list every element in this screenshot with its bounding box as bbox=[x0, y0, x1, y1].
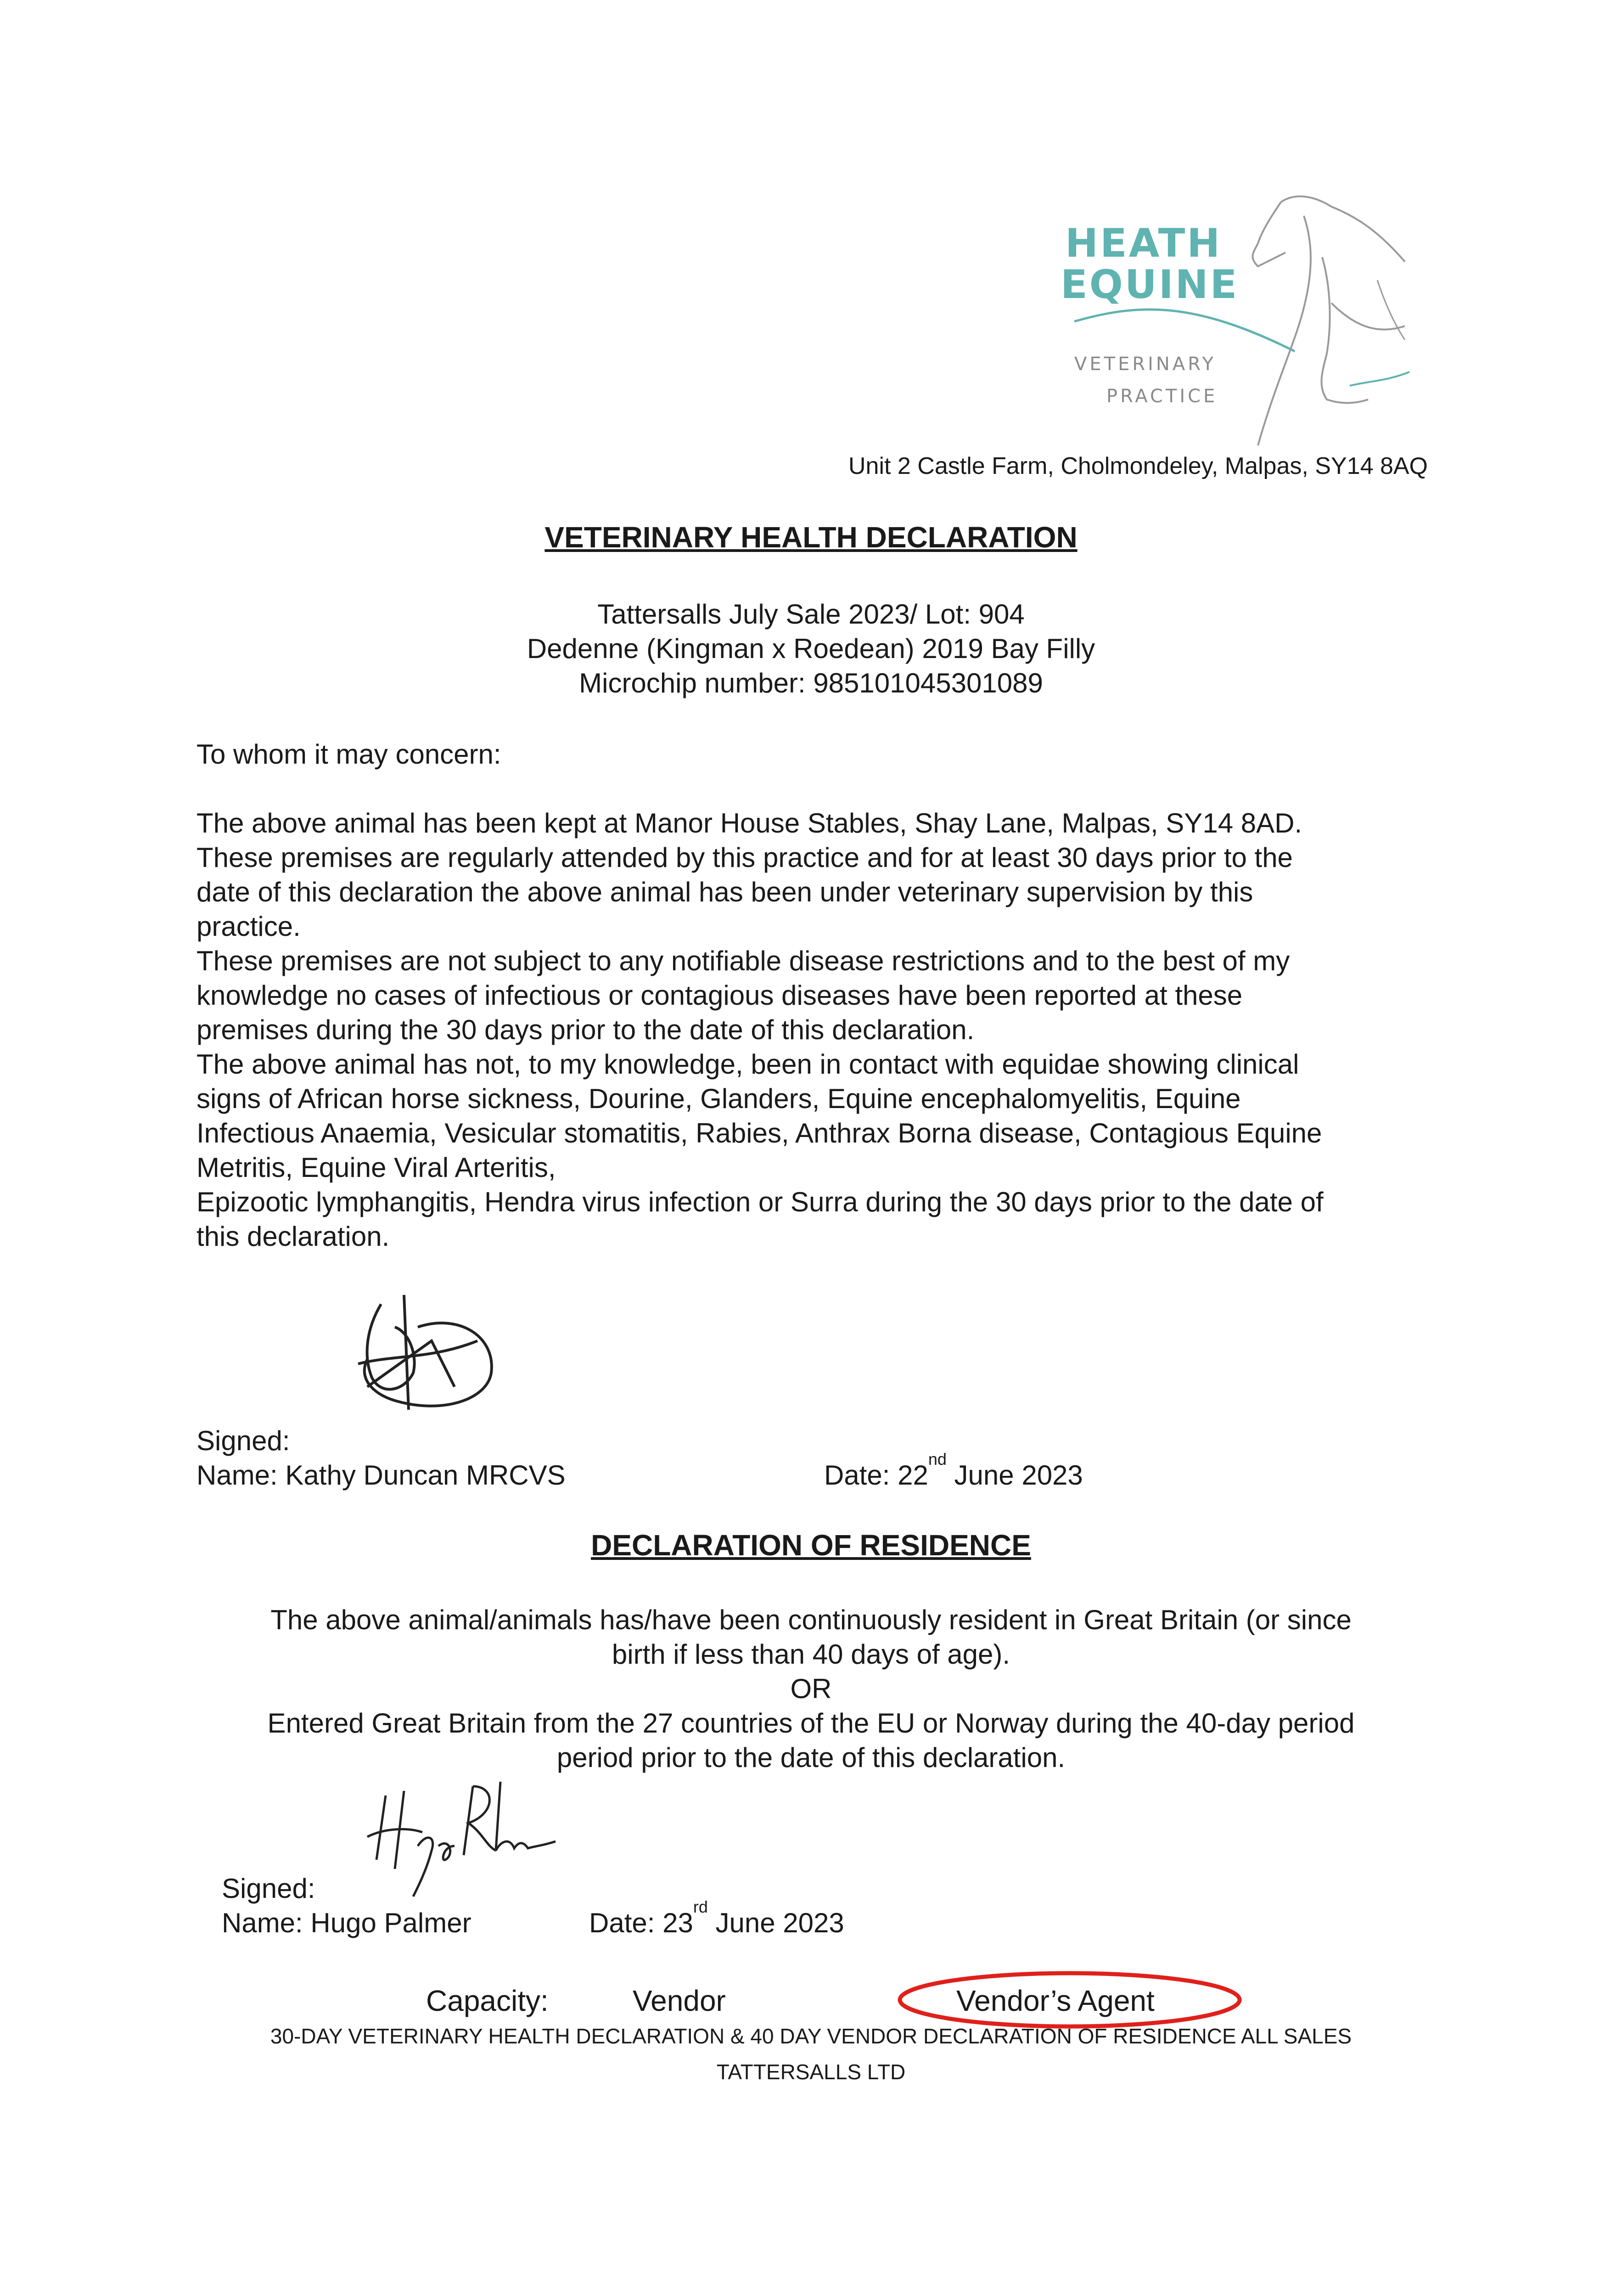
residence-line: period prior to the date of this declaration. bbox=[556, 1742, 1066, 1773]
trainer-name: Name: Hugo Palmer bbox=[222, 1908, 471, 1938]
residence-line: Entered Great Britain from the 27 countries of the EU or Norway during the 40-day period bbox=[267, 1708, 1355, 1739]
residence-line: birth if less than 40 days of age). bbox=[612, 1639, 1010, 1670]
logo-line-4: PRACTICE bbox=[1106, 386, 1218, 407]
body-line: date of this declaration the above animal has been under veterinary supervision by this bbox=[196, 877, 1253, 907]
body-line: practice. bbox=[196, 911, 301, 942]
horse-info bbox=[0, 597, 1622, 700]
practice-logo bbox=[1056, 188, 1423, 455]
trainer-signed-label: Signed: bbox=[222, 1873, 315, 1904]
capacity-option-vendor: Vendor bbox=[633, 1984, 726, 2017]
logo-line-2: EQUINE bbox=[1061, 262, 1239, 308]
vet-date: Date: 22nd June 2023 bbox=[824, 1450, 1083, 1491]
body-line: signs of African horse sickness, Dourine, Glanders, Equine encephalomyelitis, Equine bbox=[196, 1083, 1241, 1114]
footer bbox=[0, 2018, 1622, 2090]
practice-address: Unit 2 Castle Farm, Cholmondeley, Malpas, SY14 8AQ bbox=[848, 453, 1428, 479]
trainer-signature bbox=[358, 1777, 560, 1906]
body-line: Epizootic lymphangitis, Hendra virus infection or Surra during the 30 days prior to the date of bbox=[196, 1187, 1324, 1217]
vet-name: Name: Kathy Duncan MRCVS bbox=[196, 1460, 566, 1491]
salutation: To whom it may concern: bbox=[196, 739, 501, 770]
sale-lot-line: Tattersalls July Sale 2023/ Lot: 904 bbox=[597, 599, 1025, 630]
logo-line-1: HEATH bbox=[1065, 220, 1222, 266]
capacity-option-vendors-agent: Vendor’s Agent bbox=[956, 1984, 1155, 2017]
vet-signature bbox=[340, 1286, 514, 1424]
body-line: premises during the 30 days prior to the date of this declaration. bbox=[196, 1014, 975, 1045]
body-line: Metritis, Equine Viral Arteritis, bbox=[196, 1152, 556, 1183]
residence-line: OR bbox=[790, 1673, 832, 1704]
body-line: this declaration. bbox=[196, 1221, 390, 1252]
logo-line-3: VETERINARY bbox=[1074, 354, 1216, 375]
body-line: The above animal has been kept at Manor House Stables, Shay Lane, Malpas, SY14 8AD. bbox=[196, 808, 1302, 838]
footer-line-2: TATTERSALLS LTD bbox=[716, 2060, 906, 2084]
residence-declaration-title: DECLARATION OF RESIDENCE bbox=[591, 1529, 1031, 1562]
body-line: Infectious Anaemia, Vesicular stomatitis, Rabies, Anthrax Borna disease, Contagious Equine bbox=[196, 1118, 1322, 1148]
capacity-label: Capacity: bbox=[426, 1984, 549, 2017]
microchip-line: Microchip number: 985101045301089 bbox=[579, 668, 1043, 698]
horse-identity-line: Dedenne (Kingman x Roedean) 2019 Bay Filly bbox=[527, 633, 1095, 664]
body-line: The above animal has not, to my knowledge, been in contact with equidae showing clinical bbox=[196, 1049, 1299, 1080]
body-line: These premises are regularly attended by this practice and for at least 30 days prior to the bbox=[196, 842, 1293, 873]
trainer-date: Date: 23rd June 2023 bbox=[589, 1897, 844, 1938]
footer-line-1: 30-DAY VETERINARY HEALTH DECLARATION & 40 DAY VENDOR DECLARATION OF RESIDENCE ALL SALES bbox=[270, 2024, 1352, 2048]
health-declaration-title: VETERINARY HEALTH DECLARATION bbox=[544, 521, 1078, 554]
vet-signed-label: Signed: bbox=[196, 1425, 290, 1456]
body-line: knowledge no cases of infectious or contagious diseases have been reported at these bbox=[196, 980, 1243, 1011]
residence-line: The above animal/animals has/have been continuously resident in Great Britain (or since bbox=[270, 1604, 1352, 1635]
residence-body bbox=[0, 1603, 1622, 1775]
health-body bbox=[196, 806, 1436, 1254]
body-line: These premises are not subject to any notifiable disease restrictions and to the best of my bbox=[196, 945, 1290, 976]
